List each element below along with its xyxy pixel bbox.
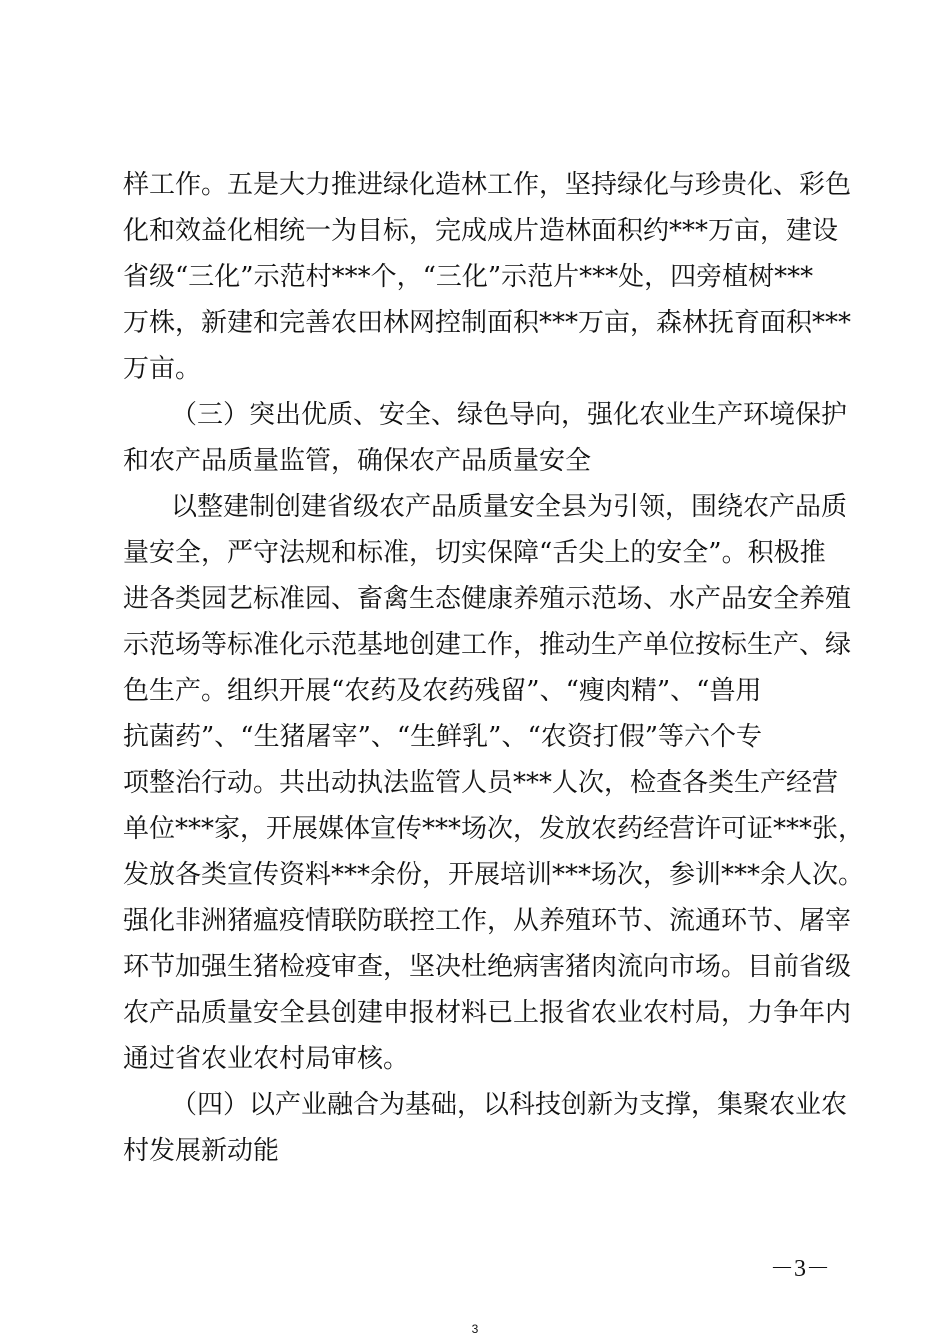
body-line: 样工作。五是大力推进绿化造林工作，坚持绿化与珍贵化、彩色	[123, 170, 852, 200]
body-line: 强化非洲猪瘟疫情联防联控工作，从养殖环节、流通环节、屠宰	[123, 906, 852, 936]
body-line: 项整治行动。共出动执法监管人员***人次，检查各类生产经营	[123, 768, 839, 798]
body-line: 通过省农业农村局审核。	[123, 1044, 410, 1074]
footer-page-number: 3	[471, 1322, 479, 1336]
section-heading-4: （四）以产业融合为基础，以科技创新为支撑，集聚农业农	[171, 1090, 848, 1120]
body-line: 抗菌药”、“生猪屠宰”、“生鲜乳”、“农资打假”等六个专	[123, 722, 763, 752]
body-line: 发放各类宣传资料***余份，开展培训***场次，参训***余人次。	[123, 860, 865, 890]
body-line: 万株，新建和完善农田林网控制面积***万亩，森林抚育面积***	[123, 308, 852, 338]
body-line: 色生产。组织开展“农药及农药残留”、“瘦肉精”、“兽用	[123, 676, 762, 706]
section-heading-3-cont: 和农产品质量监管，确保农产品质量安全	[123, 446, 592, 476]
section-heading-4-cont: 村发展新动能	[123, 1136, 280, 1166]
body-line: 化和效益化相统一为目标，完成成片造林面积约***万亩，建设	[123, 216, 839, 246]
body-line: 以整建制创建省级农产品质量安全县为引领，围绕农产品质	[171, 492, 848, 522]
body-line: 进各类园艺标准园、畜禽生态健康养殖示范场、水产品安全养殖	[123, 584, 852, 614]
body-line: 环节加强生猪检疫审查，坚决杜绝病害猪肉流向市场。目前省级	[123, 952, 852, 982]
body-line: 省级“三化”示范村***个，“三化”示范片***处，四旁植树***	[123, 262, 814, 292]
body-line: 示范场等标准化示范基地创建工作，推动生产单位按标生产、绿	[123, 630, 852, 660]
body-line: 万亩。	[123, 354, 202, 384]
body-line: 单位***家，开展媒体宣传***场次，发放农药经营许可证***张，	[123, 814, 865, 844]
body-line: 农产品质量安全县创建申报材料已上报省农业农村局，力争年内	[123, 998, 852, 1028]
section-heading-3: （三）突出优质、安全、绿色导向，强化农业生产环境保护	[171, 400, 848, 430]
page-number: －3－	[770, 1256, 830, 1282]
body-line: 量安全，严守法规和标准，切实保障“舌尖上的安全”。积极推	[123, 538, 826, 568]
